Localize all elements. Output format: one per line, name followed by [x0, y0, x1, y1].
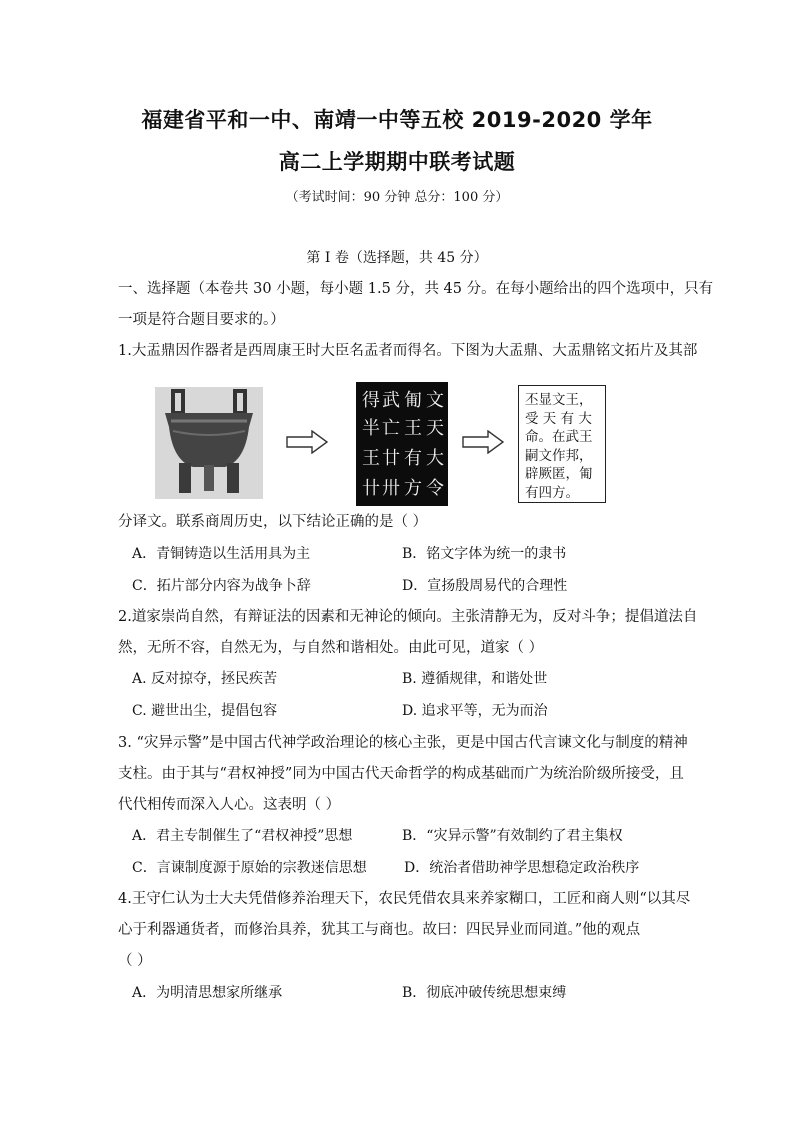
- rubbing-glyph: 令: [426, 478, 444, 499]
- q3-option-d: D．统治者借助神学思想稳定政治秩序: [404, 860, 640, 876]
- q3-stem-line3: 代代相传而深入人心。这表明（ ）: [118, 797, 341, 813]
- rubbing-glyph: 匍: [404, 390, 422, 411]
- q1-option-d: D．宣扬殷周易代的合理性: [402, 578, 568, 594]
- exam-meta: （考试时间：90 分钟 总分：100 分）: [285, 190, 509, 205]
- q1-option-b: B．铭文字体为统一的隶书: [402, 546, 567, 562]
- q4-stem-line2: 心于利器通货者，而修治具养，犹其工与商也。故曰：四民异业而同道。”他的观点: [118, 922, 641, 938]
- q3-stem-line2: 支柱。由于其与“君权神授”同为中国古代天命哲学的构成基础而广为统治阶级所接受，且: [118, 766, 684, 782]
- exam-title-line1: 福建省平和一中、南靖一中等五校 2019-2020 学年: [141, 108, 653, 132]
- section-heading: 第 I 卷（选择题，共 45 分）: [306, 250, 488, 266]
- rubbing-glyph: 王: [362, 448, 380, 469]
- rubbing-glyph: 王: [404, 418, 422, 439]
- q2-option-c: C. 避世出尘，提倡包容: [132, 703, 278, 719]
- q4-option-a: A．为明清思想家所继承: [132, 985, 283, 1001]
- bronze-ding-vessel-icon: [155, 387, 263, 499]
- rubbing-glyph: 天: [426, 418, 444, 439]
- q3-option-b: B．“灾异示警”有效制约了君主集权: [402, 828, 623, 844]
- rubbing-glyph: 卅: [382, 478, 400, 499]
- rubbing-glyph: 方: [404, 478, 422, 499]
- inscription-translation: 丕显文王， 受 天 有 大 命。在武王 嗣文作邦， 辟厥匿，匍 有四方。: [518, 385, 606, 503]
- q1-stem-line2: 分译文。联系商周历史，以下结论正确的是（ ）: [118, 514, 428, 530]
- rubbing-glyph: 卄: [362, 478, 380, 499]
- inscription-rubbing: [356, 382, 448, 506]
- q2-option-b: B. 遵循规律，和谐处世: [402, 671, 548, 687]
- q4-stem-line1: 4.王守仁认为士大夫凭借修养治理天下，农民凭借农具来养家糊口，工匠和商人则“以其尽: [118, 891, 691, 907]
- q1-option-a: A．青铜铸造以生活用具为主: [132, 546, 311, 562]
- instruction-line2: 一项是符合题目要求的。）: [118, 312, 285, 328]
- right-arrow-icon: [462, 430, 504, 454]
- rubbing-glyph: 武: [382, 390, 400, 411]
- rubbing-glyph: 文: [426, 390, 444, 411]
- q2-option-d: D. 追求平等，无为而治: [402, 703, 548, 719]
- rubbing-glyph: 大: [426, 448, 444, 469]
- q3-option-c: C．言谏制度源于原始的宗教迷信思想: [132, 860, 367, 876]
- rubbing-glyph: 有: [404, 448, 422, 469]
- rubbing-glyph: 半: [362, 418, 380, 439]
- q2-option-a: A. 反对掠夺，拯民疾苦: [132, 671, 278, 687]
- instruction-line1: 一、选择题（本卷共 30 小题，每小题 1.5 分，共 45 分。在每小题给出的四个选项中，只有: [118, 281, 714, 297]
- rubbing-glyph: 廿: [382, 448, 400, 469]
- right-arrow-icon: [286, 430, 328, 454]
- q1-figure: [150, 382, 610, 506]
- rubbing-glyph: 得: [362, 390, 380, 411]
- rubbing-glyph: 亡: [382, 418, 400, 439]
- q1-stem-line1: 1.大盂鼎因作器者是西周康王时大臣名盂者而得名。下图为大盂鼎、大盂鼎铭文拓片及其部: [118, 343, 698, 359]
- q3-option-a: A．君主专制催生了“君权神授”思想: [132, 828, 353, 844]
- q1-option-c: C．拓片部分内容为战争卜辞: [132, 578, 311, 594]
- q2-stem-line2: 然，无所不容，自然无为，与自然和谐相处。由此可见，道家（ ）: [118, 640, 544, 656]
- q4-stem-line3: （ ）: [118, 953, 152, 969]
- q2-stem-line1: 2.道家崇尚自然，有辩证法的因素和无神论的倾向。主张清静无为，反对斗争；提倡道法自: [118, 609, 698, 625]
- exam-title-line2: 高二上学期期中联考试题: [278, 150, 516, 174]
- q4-option-b: B．彻底冲破传统思想束缚: [402, 985, 567, 1001]
- q3-stem-line1: 3. “灾异示警”是中国古代神学政治理论的核心主张，更是中国古代言谏文化与制度的精神: [118, 735, 688, 751]
